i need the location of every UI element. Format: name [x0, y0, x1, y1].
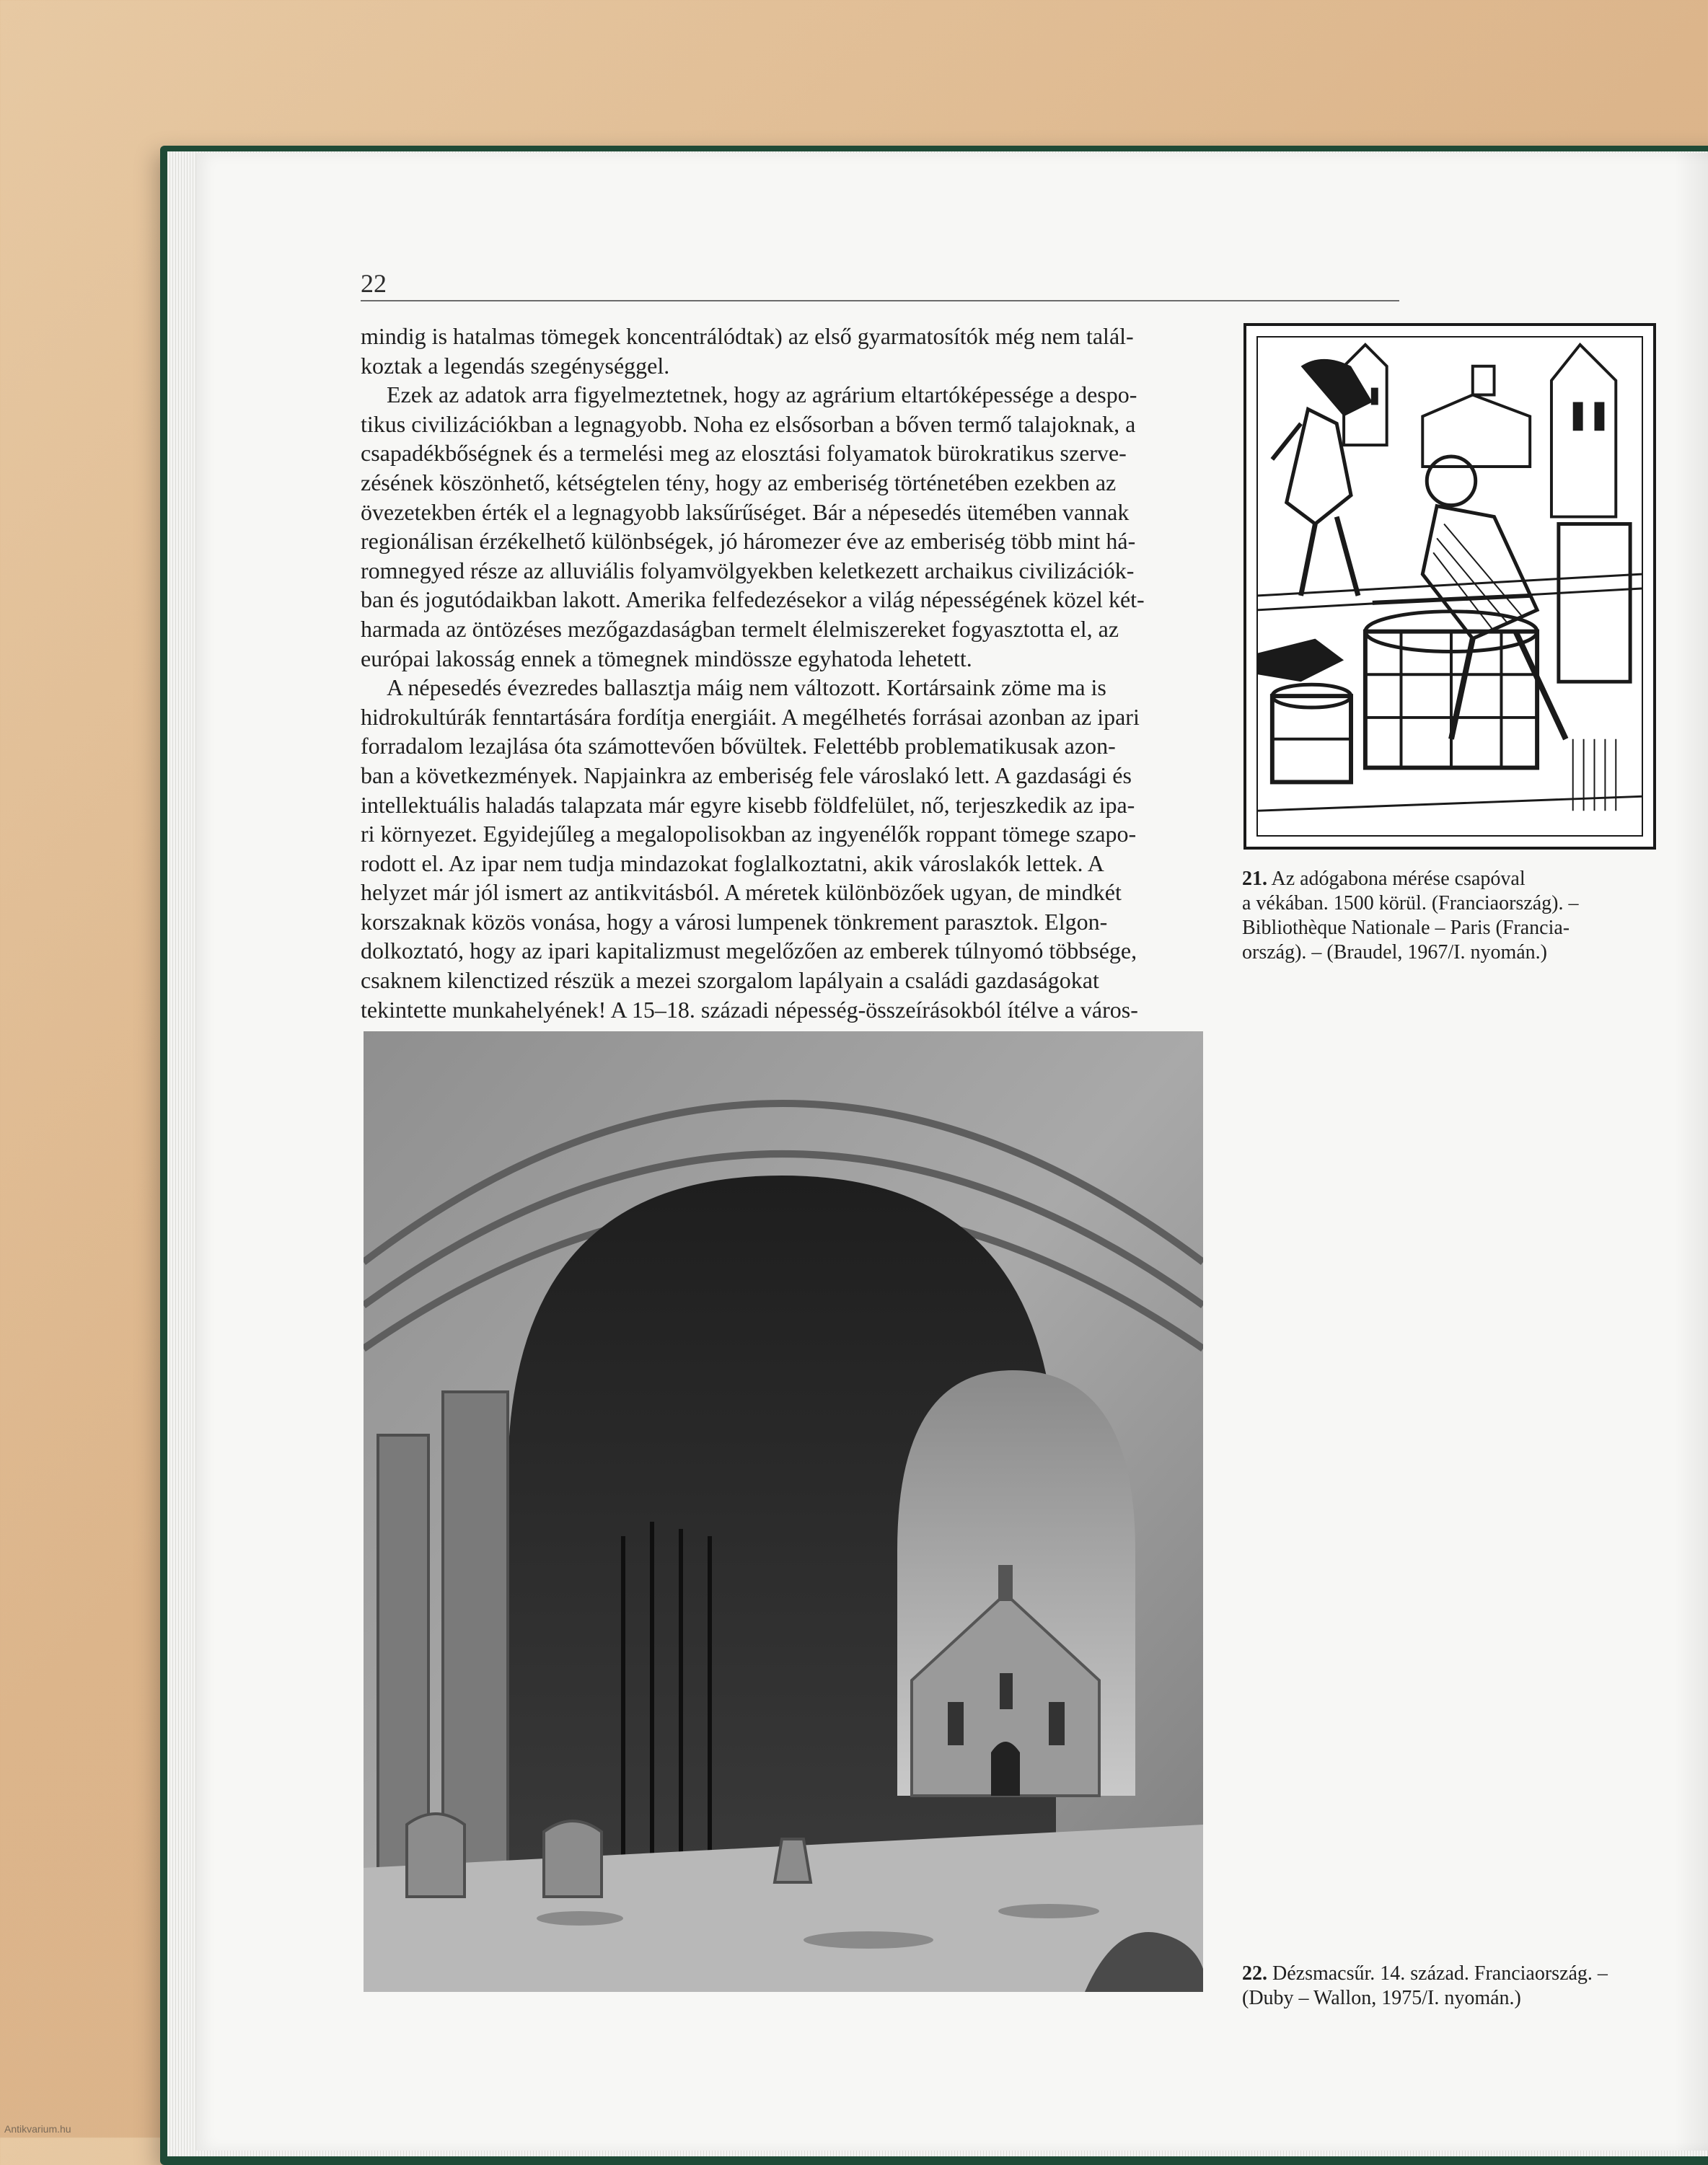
text-line: ban és jogutódaikban lakott. Amerika felfedezésekor a világ népességének közel két-: [361, 586, 1145, 613]
text-line: ri környezet. Egyidejűleg a megalopolisokban az ingyenélők roppant tömege szapo-: [361, 821, 1137, 847]
text-line: hidrokultúrák fenntartására fordítja energiáit. A megélhetés forrásai azonban az ipari: [361, 703, 1140, 730]
caption-line: Bibliothèque Nationale – Paris (Francia-: [1242, 917, 1570, 939]
woodcut-illustration: [1258, 338, 1642, 835]
text-line: csaknem kilenctized részük a mezei szorgalom lapályain a családi gazdaságokat: [361, 967, 1099, 994]
text-line: zésének köszönhető, kétségtelen tény, hogy az emberiség történetében ezekben az: [361, 469, 1117, 495]
text-line: harmada az öntözéses mezőgazdaságban termelt élelmiszereket fogyasztotta el, az: [361, 615, 1119, 642]
text-line: forradalom lezajlása óta számottevően bővültek. Felettébb problematikusak azon-: [361, 733, 1116, 759]
text-line: csapadékbőségnek és a termelési meg az elosztási folyamatok bürokratikus szerve-: [361, 440, 1127, 467]
watermark: Antikvarium.hu: [4, 2123, 71, 2135]
figure-22-arch-photo: [364, 1031, 1203, 1992]
header-rule: [361, 300, 1399, 301]
gutter-shadow: [1675, 153, 1708, 2151]
text-line: romnegyed része az alluviális folyamvölgyekben keletkezett archaikus civilizációk-: [361, 557, 1135, 583]
text-line: korszaknak közös vonása, hogy a városi lumpenek tönkrement parasztok. Elgon-: [361, 908, 1108, 935]
caption-line: ország). – (Braudel, 1967/I. nyomán.): [1242, 941, 1547, 964]
text-line: regionálisan érzékelhető különbségek, jó háromezer éve az emberiség több mint há-: [361, 528, 1136, 555]
text-line: európai lakosság ennek a tömegnek mindössze egyhatoda lehetett.: [361, 645, 972, 671]
text-line: tekintette munkahelyének! A 15–18. századi népesség-összeírásokból ítélve a város-: [361, 996, 1138, 1023]
figure-22-number: 22.: [1242, 1962, 1267, 1985]
text-line: koztak a legendás szegénységgel.: [361, 352, 670, 379]
text-line: A népesedés évezredes ballasztja máig nem változott. Kortársaink zöme ma is: [387, 674, 1106, 701]
arch-photograph: [364, 1031, 1203, 1992]
text-line: Ezek az adatok arra figyelmeztetnek, hogy az agrárium eltartóképessége a despo-: [387, 382, 1137, 408]
text-line: mindig is hatalmas tömegek koncentrálódtak) az első gyarmatosítók még nem talál-: [361, 323, 1134, 349]
text-line: dolkoztató, hogy az ipari kapitalizmust megelőzően az emberek túlnyomó többsége,: [361, 938, 1137, 964]
book-page: [196, 153, 1708, 2151]
figure-21-number: 21.: [1242, 868, 1267, 890]
text-line: ban a következmények. Napjainkra az emberiség fele városlakó lett. A gazdasági és: [361, 762, 1132, 788]
text-line: tikus civilizációkban a legnagyobb. Noha ez elsősorban a bőven termő talajoknak, a: [361, 410, 1136, 437]
caption-line: (Duby – Wallon, 1975/I. nyomán.): [1242, 1987, 1521, 2009]
page-number: 22: [361, 269, 387, 298]
caption-line: Dézsmacsűr. 14. század. Franciaország. –: [1272, 1962, 1608, 1985]
figure-21-caption: [1242, 867, 1579, 965]
text-line: rodott el. Az ipar nem tudja mindazokat foglalkoztatni, akik városlakók lettek. A: [361, 850, 1104, 876]
text-line: helyzet már jól ismert az antikvitásból. A méretek különbözőek ugyan, de mindkét: [361, 879, 1122, 906]
figure-21-woodcut-image: [1243, 323, 1656, 850]
figure-22-caption: [1242, 1962, 1608, 2011]
caption-line: a vékában. 1500 körül. (Franciaország). –: [1242, 892, 1579, 914]
text-line: övezetekben érték el a legnagyobb laksűrűséget. Bár a népesedés ütemében vannak: [361, 498, 1130, 525]
text-line: intellektuális haladás talapzata már egyre kisebb földfelület, nő, terjeszkedik az ipa-: [361, 791, 1135, 818]
caption-line: Az adógabona mérése csapóval: [1271, 868, 1526, 890]
body-text: [361, 322, 1205, 1024]
